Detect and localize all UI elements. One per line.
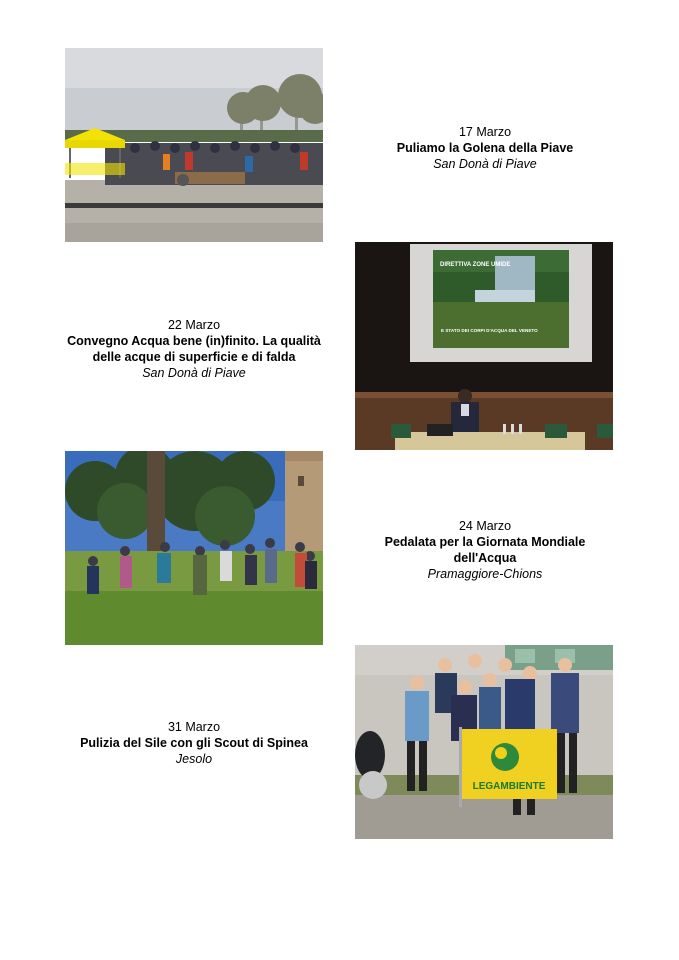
event-place: Jesolo bbox=[175, 752, 213, 766]
event-caption-3 bbox=[355, 518, 615, 582]
event-date: 31 Marzo bbox=[167, 720, 221, 734]
slide-title: DIRETTIVA ZONE UMIDE bbox=[440, 262, 511, 268]
event-caption-2 bbox=[40, 317, 348, 381]
event-place: San Donà di Piave bbox=[142, 366, 246, 380]
flag-text: LEGAMBIENTE bbox=[472, 781, 546, 792]
conference-projection-photo bbox=[355, 242, 613, 450]
slide-subtitle: E STATO DEI CORPI D'ACQUA DEL VENETO bbox=[441, 328, 538, 333]
event-title-line-1: Pedalata per la Giornata Mondiale bbox=[384, 535, 586, 549]
event-title: Puliamo la Golena della Piave bbox=[396, 141, 574, 155]
event-title-line-2: dell'Acqua bbox=[453, 551, 517, 565]
scouts-group-photo bbox=[355, 645, 613, 839]
volunteers-cleanup-photo bbox=[65, 48, 323, 242]
group-outdoor-photo bbox=[65, 451, 323, 645]
event-place: San Donà di Piave bbox=[433, 157, 537, 171]
event-caption-4 bbox=[40, 719, 348, 767]
event-title: Pulizia del Sile con gli Scout di Spinea bbox=[80, 736, 308, 750]
event-date: 24 Marzo bbox=[458, 519, 512, 533]
event-caption-1 bbox=[355, 124, 615, 172]
event-date: 17 Marzo bbox=[458, 125, 512, 139]
event-place: Pramaggiore-Chions bbox=[427, 567, 543, 581]
event-title-line-2: delle acque di superficie e di falda bbox=[92, 350, 296, 364]
event-date: 22 Marzo bbox=[167, 318, 221, 332]
event-title-line-1: Convegno Acqua bene (in)finito. La qualità bbox=[67, 334, 321, 348]
